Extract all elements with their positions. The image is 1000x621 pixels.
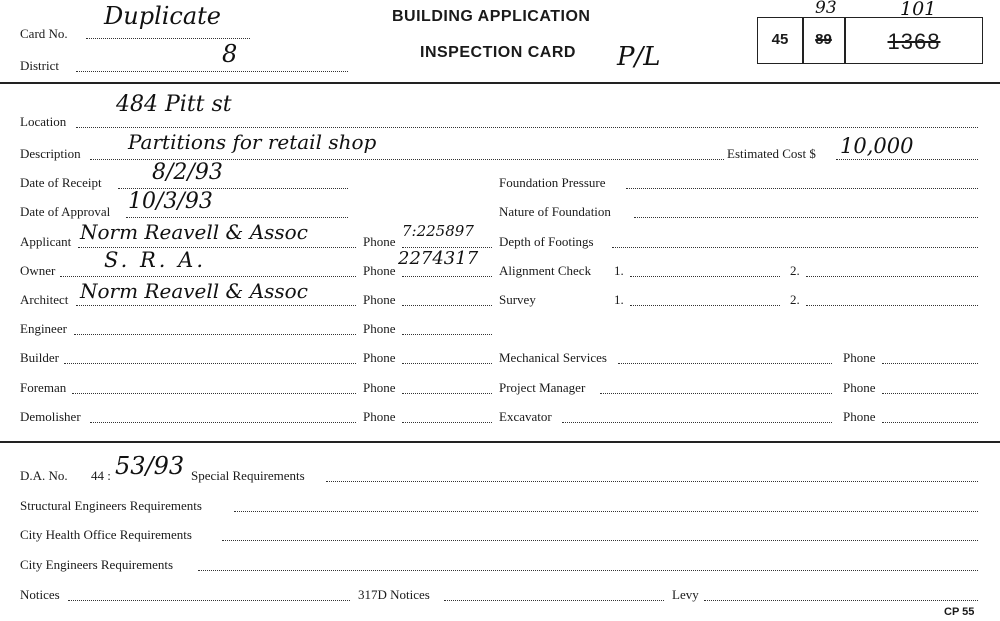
form-title-line1: BUILDING APPLICATION	[392, 8, 591, 25]
mechanical-phone-line	[882, 363, 978, 364]
date-approval-value: 10/3/93	[128, 189, 213, 214]
structural-line	[234, 511, 978, 512]
alignment-check-num1: 1.	[614, 263, 624, 278]
notices-line	[68, 600, 350, 601]
da-prefix: 44 :	[91, 468, 111, 483]
project-manager-phone-label: Phone	[843, 380, 876, 395]
special-requirements-line	[326, 481, 978, 482]
demolisher-phone-line	[402, 422, 492, 423]
mechanical-line	[618, 363, 832, 364]
owner-phone-label: Phone	[363, 263, 396, 278]
city-engineers-line	[198, 570, 978, 571]
architect-label: Architect	[20, 292, 69, 307]
excavator-phone-label: Phone	[843, 409, 876, 424]
project-manager-phone-line	[882, 393, 978, 394]
ref-cell-2-printed: 89	[815, 31, 832, 48]
ref-cell-3-printed: 1368	[887, 29, 941, 54]
engineer-phone-label: Phone	[363, 321, 396, 336]
health-line	[222, 540, 978, 541]
description-value: Partitions for retail shop	[128, 130, 377, 154]
form-title-line2: INSPECTION CARD	[420, 44, 576, 61]
notices-317d-line	[444, 600, 664, 601]
form-code: CP 55	[944, 606, 975, 618]
location-value: 484 Pitt st	[116, 92, 232, 117]
alignment-check-label: Alignment Check	[499, 263, 592, 278]
pl-mark: P/L	[617, 42, 661, 72]
section-divider	[0, 441, 1000, 443]
engineer-phone-line	[402, 334, 492, 335]
mechanical-label: Mechanical Services	[499, 350, 607, 365]
location-line	[76, 127, 978, 128]
builder-label: Builder	[20, 350, 59, 365]
project-manager-label: Project Manager	[499, 380, 586, 395]
reference-box	[757, 17, 983, 64]
structural-label: Structural Engineers Requirements	[20, 498, 202, 513]
survey-line1	[630, 305, 780, 306]
da-value: 53/93	[115, 452, 185, 480]
alignment-check-line1	[630, 276, 780, 277]
notices-label: Notices	[20, 587, 60, 602]
da-no-label: D.A. No.	[20, 468, 68, 483]
depth-footings-label: Depth of Footings	[499, 234, 594, 249]
nature-foundation-label: Nature of Foundation	[499, 204, 611, 219]
foreman-line	[72, 393, 356, 394]
date-approval-label: Date of Approval	[20, 204, 111, 219]
engineer-label: Engineer	[20, 321, 67, 336]
builder-phone-label: Phone	[363, 350, 396, 365]
applicant-phone-value: 7:225897	[402, 222, 474, 240]
owner-value: S. R. A.	[104, 248, 206, 272]
survey-num2: 2.	[790, 292, 800, 307]
depth-footings-line	[612, 247, 978, 248]
owner-phone-line	[402, 276, 492, 277]
survey-label: Survey	[499, 292, 536, 307]
date-receipt-value: 8/2/93	[152, 160, 223, 185]
foreman-phone-line	[402, 393, 492, 394]
alignment-check-num2: 2.	[790, 263, 800, 278]
demolisher-line	[90, 422, 356, 423]
excavator-line	[562, 422, 832, 423]
description-label: Description	[20, 146, 81, 161]
estimated-cost-value: 10,000	[840, 134, 914, 158]
mechanical-phone-label: Phone	[843, 350, 876, 365]
location-label: Location	[20, 114, 67, 129]
city-engineers-label: City Engineers Requirements	[20, 557, 174, 572]
ref-cell-2-handwritten: 93	[815, 0, 837, 18]
district-line	[76, 71, 348, 72]
date-approval-line	[126, 217, 348, 218]
survey-num1: 1.	[614, 292, 624, 307]
health-label: City Health Office Requirements	[20, 527, 192, 542]
district-value: 8	[222, 40, 238, 68]
estimated-cost-line	[836, 159, 978, 160]
architect-phone-label: Phone	[363, 292, 396, 307]
date-receipt-label: Date of Receipt	[20, 175, 102, 190]
foreman-phone-label: Phone	[363, 380, 396, 395]
card-no-value: Duplicate	[104, 2, 222, 30]
engineer-line	[74, 334, 356, 335]
levy-line	[704, 600, 978, 601]
foundation-pressure-label: Foundation Pressure	[499, 175, 606, 190]
levy-label: Levy	[672, 587, 699, 602]
architect-value: Norm Reavell & Assoc	[80, 279, 308, 303]
demolisher-phone-label: Phone	[363, 409, 396, 424]
header-divider	[0, 82, 1000, 84]
district-label: District	[20, 58, 59, 73]
nature-foundation-line	[634, 217, 978, 218]
estimated-cost-label: Estimated Cost $	[727, 146, 816, 161]
builder-line	[64, 363, 356, 364]
applicant-value: Norm Reavell & Assoc	[80, 220, 308, 244]
owner-line	[60, 276, 356, 277]
foundation-pressure-line	[626, 188, 978, 189]
foreman-label: Foreman	[20, 380, 67, 395]
notices-317d-label: 317D Notices	[358, 587, 430, 602]
applicant-phone-label: Phone	[363, 234, 396, 249]
alignment-check-line2	[806, 276, 978, 277]
excavator-phone-line	[882, 422, 978, 423]
owner-label: Owner	[20, 263, 56, 278]
architect-line	[76, 305, 356, 306]
demolisher-label: Demolisher	[20, 409, 81, 424]
card-no-label: Card No.	[20, 26, 68, 41]
survey-line2	[806, 305, 978, 306]
ref-cell-3-handwritten: 101	[900, 0, 937, 20]
applicant-label: Applicant	[20, 234, 72, 249]
project-manager-line	[600, 393, 832, 394]
builder-phone-line	[402, 363, 492, 364]
ref-cell-1: 45	[771, 31, 789, 48]
architect-phone-line	[402, 305, 492, 306]
special-requirements-label: Special Requirements	[191, 468, 305, 483]
card-no-line	[86, 38, 250, 39]
owner-phone-value: 2274317	[398, 248, 479, 269]
excavator-label: Excavator	[499, 409, 552, 424]
